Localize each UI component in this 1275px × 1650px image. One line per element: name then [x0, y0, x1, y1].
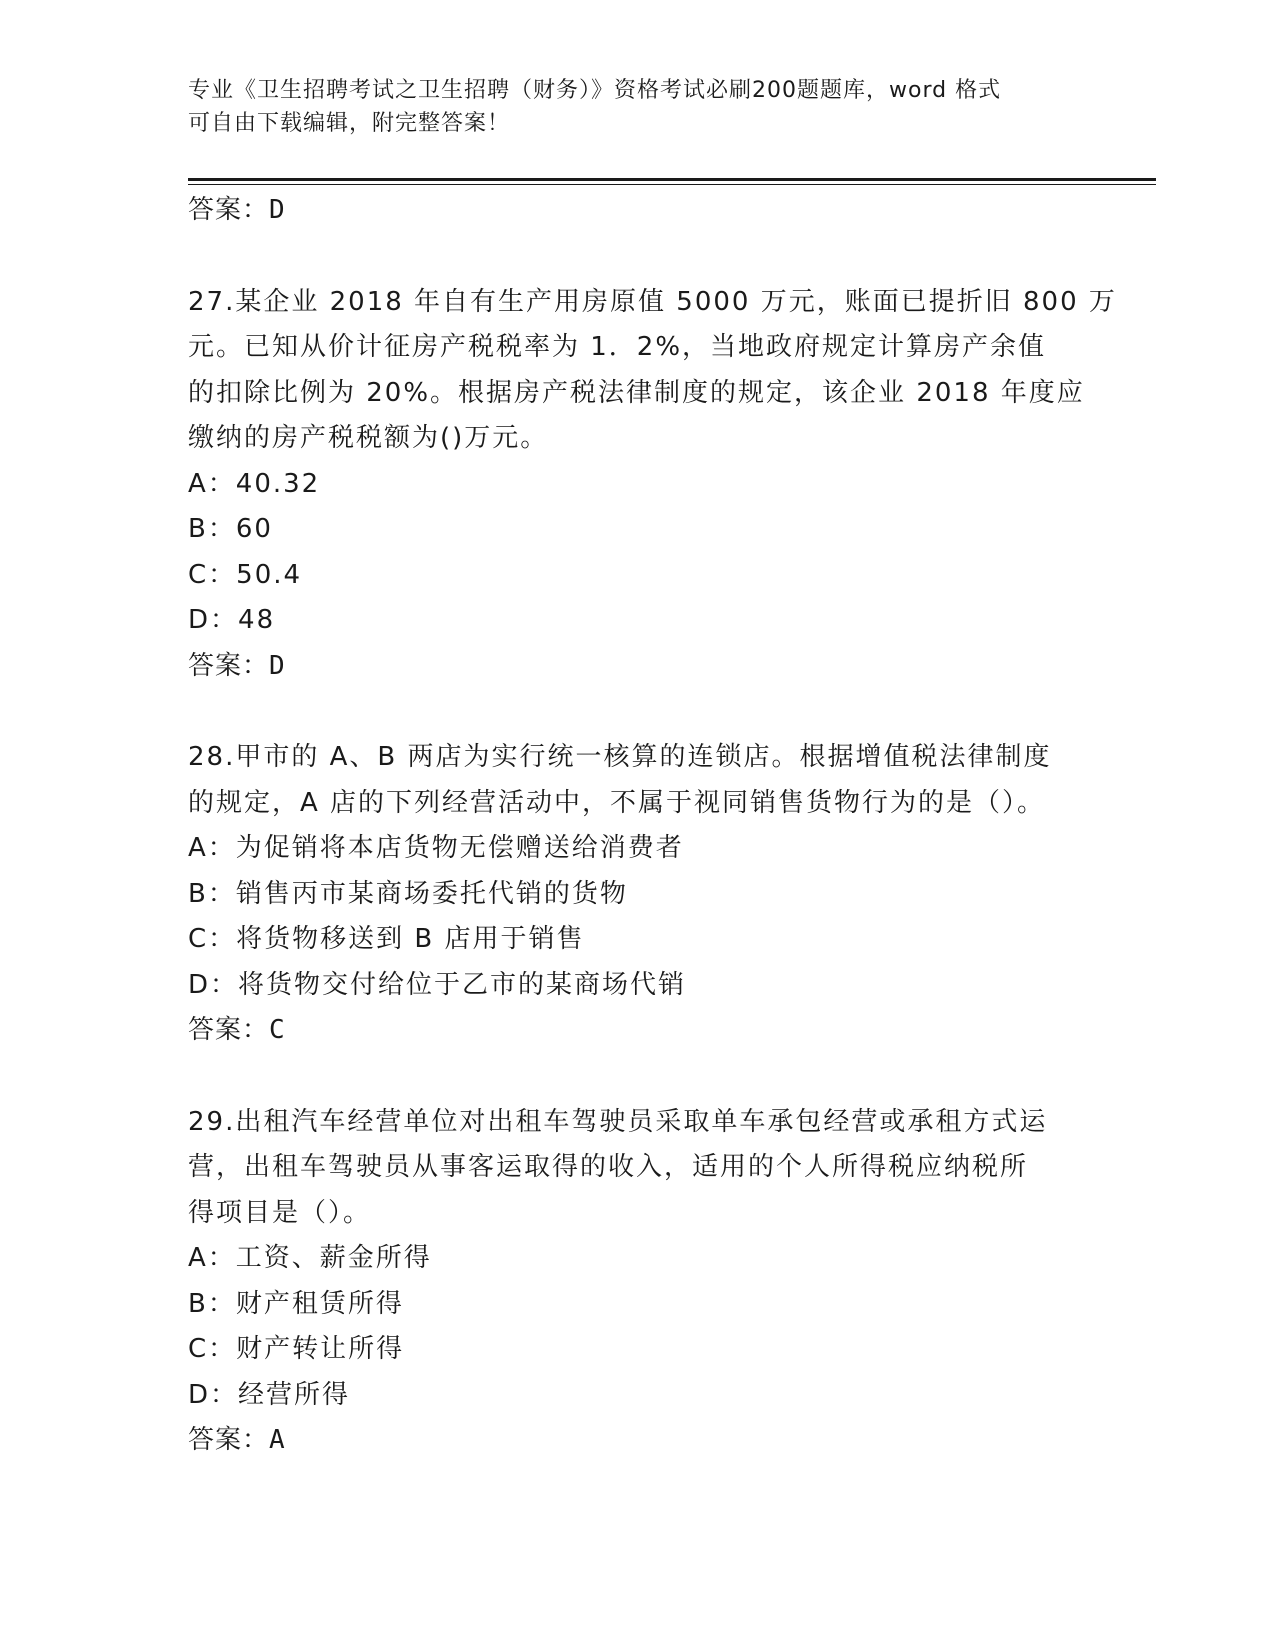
- option-a: A：工资、薪金所得: [188, 1243, 432, 1273]
- answer-line: [188, 1418, 1088, 1464]
- answer-line: [188, 1008, 1088, 1054]
- spacer: [188, 689, 1088, 735]
- option-c: C：财产转让所得: [188, 1334, 405, 1364]
- answer-label: 答案：: [188, 195, 270, 225]
- option-b: B：销售丙市某商场委托代销的货物: [188, 878, 628, 909]
- option-b: B：60: [188, 514, 273, 544]
- question-text-line: 的规定，A 店的下列经营活动中，不属于视同销售货物行为的是（）。: [188, 787, 1046, 818]
- question-text-line: 元。已知从价计征房产税税率为 1．2%，当地政府规定计算房产余值: [188, 332, 1047, 362]
- answer-label: 答案：: [188, 1015, 270, 1045]
- document-header: [188, 74, 1088, 140]
- question-text-line: 的扣除比例为 20%。根据房产税法律制度的规定，该企业 2018 年度应: [188, 377, 1085, 408]
- spacer: [188, 1054, 1088, 1100]
- answer-value: C: [269, 1015, 286, 1045]
- answer-label: 答案：: [188, 1425, 270, 1455]
- question-text-line: 29.出租汽车经营单位对出租车驾驶员采取单车承包经营或承租方式运: [188, 1106, 1048, 1137]
- option-d: D：将货物交付给位于乙市的某商场代销: [188, 969, 687, 1000]
- option-d: D：48: [188, 605, 276, 635]
- question-text-line: 28.甲市的 A、B 两店为实行统一核算的连锁店。根据增值税法律制度: [188, 742, 1052, 772]
- header-line-2: 可自由下载编辑，附完整答案！: [188, 111, 511, 136]
- answer-value: A: [269, 1425, 286, 1455]
- option-c: C：将货物移送到 B 店用于销售: [188, 924, 585, 954]
- answer-value: D: [269, 195, 286, 225]
- option-a: A：为促销将本店货物无偿赠送给消费者: [188, 833, 684, 863]
- header-divider-thin: [188, 184, 1156, 185]
- question-text-line: 缴纳的房产税税额为()万元。: [188, 423, 549, 453]
- answer-line: [188, 644, 1088, 690]
- header-divider-thick: [188, 178, 1156, 181]
- option-a: A：40.32: [188, 468, 321, 499]
- header-line-1: 专业《卫生招聘考试之卫生招聘（财务）》资格考试必刷200题题库，word 格式: [188, 78, 1002, 103]
- question-content: [188, 188, 1117, 1464]
- question-text-line: 得项目是（）。: [188, 1197, 372, 1228]
- question-27: [188, 280, 1117, 690]
- answer-label: 答案：: [188, 650, 270, 681]
- answer-value: D: [269, 650, 286, 681]
- question-28: [188, 735, 1088, 1054]
- prev-answer: [188, 188, 1088, 234]
- question-text-line: 营，出租车驾驶员从事客运取得的收入，适用的个人所得税应纳税所: [188, 1152, 1029, 1182]
- option-d: D：经营所得: [188, 1379, 351, 1410]
- question-29: [188, 1100, 1088, 1464]
- question-text-line: 27.某企业 2018 年自有生产用房原值 5000 万元，账面已提折旧 800 万: [188, 286, 1117, 317]
- spacer: [188, 234, 1088, 280]
- option-c: C：50.4: [188, 559, 303, 590]
- option-b: B：财产租赁所得: [188, 1288, 404, 1319]
